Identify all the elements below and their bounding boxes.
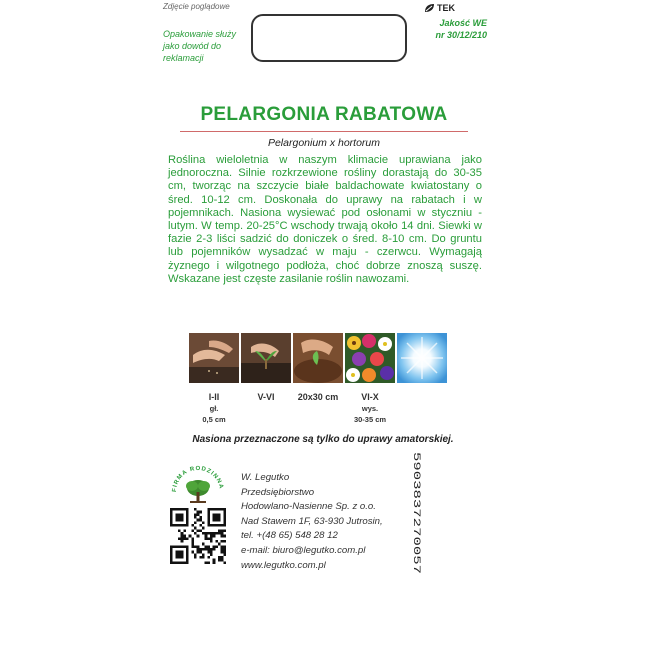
tek-label: TEK <box>437 3 455 13</box>
preview-note: Zdjęcie poglądowe <box>163 2 230 11</box>
company-line-6: e-mail: biuro@legutko.com.pl <box>241 544 366 556</box>
flowers-icon <box>345 333 395 383</box>
calendar-label-5 <box>397 392 447 425</box>
sun-icon <box>397 333 447 383</box>
quality-line-2: nr 30/12/210 <box>435 30 487 40</box>
barcode-number: 5903837270057 <box>410 452 422 534</box>
barcode <box>412 452 428 576</box>
company-info <box>241 471 383 573</box>
amateur-note: Nasiona przeznaczone są tylko do uprawy amatorskiej. <box>192 434 454 445</box>
calendar-label-4: VI-X wys. 30-35 cm <box>353 392 387 424</box>
tek-badge <box>424 3 455 13</box>
calendar-label-3: 20x30 cm <box>297 392 339 402</box>
title-divider <box>180 131 468 132</box>
company-line-2: Przedsiębiorstwo <box>241 486 315 498</box>
family-company-logo <box>168 462 228 506</box>
complaint-note: Opakowanie służy jako dowód do reklamacji <box>163 29 237 63</box>
calendar-label-2: V-VI <box>257 392 275 402</box>
quality-note <box>410 17 487 41</box>
company-line-4: Nad Stawem 1F, 63-930 Jutrosin, <box>241 515 383 527</box>
seedling-transplant-icon <box>241 333 291 383</box>
company-line-5: tel. +(48 65) 548 28 12 <box>241 530 338 542</box>
calendar-labels <box>189 392 447 425</box>
sowing-hands-icon <box>189 333 239 383</box>
product-description: Roślina wieloletnia w naszym klimacie uprawiana jako jednoroczna. Silnie rozkrzewione rośliny dorastają do 30-35 cm, tworząc na szczycie białe baldachowate kwiatostany o śred. 10-12 cm. Doskonała do uprawy na rabatach i w pojemnikach. Nasiona wysiewać pod osłonami w styczniu - lutym. W temp. 20-25°C wschody trwają około 14 dni. Siewki w fazie 2-3 liści sadzić do doniczek o śred. 8-10 cm. Do gruntu lub pojemników wysadzać w maju - czerwcu. Wymagają żyznego i wilgotnego podłoża, choć dobrze znoszą suszę. Wskazane jest częste zasilanie roślin nawozami. <box>168 154 482 285</box>
packet-window <box>251 14 407 62</box>
qr-code <box>170 508 226 564</box>
company-line-3: Hodowlano-Nasienne Sp. z o.o. <box>241 501 376 513</box>
company-line-7: www.legutko.com.pl <box>241 559 326 571</box>
company-line-1: W. Legutko <box>241 472 290 483</box>
latin-name: Pelargonium x hortorum <box>267 137 381 149</box>
planting-soil-icon <box>293 333 343 383</box>
calendar-label-1: I-II gł. 0,5 cm <box>202 392 226 424</box>
product-title: PELARGONIA RABATOWA <box>200 104 448 125</box>
leaf-icon <box>424 3 435 13</box>
logo-text: FIRMA RODZINNA <box>171 465 224 493</box>
calendar-icons <box>189 333 447 383</box>
quality-line-1: Jakość WE <box>439 18 487 28</box>
